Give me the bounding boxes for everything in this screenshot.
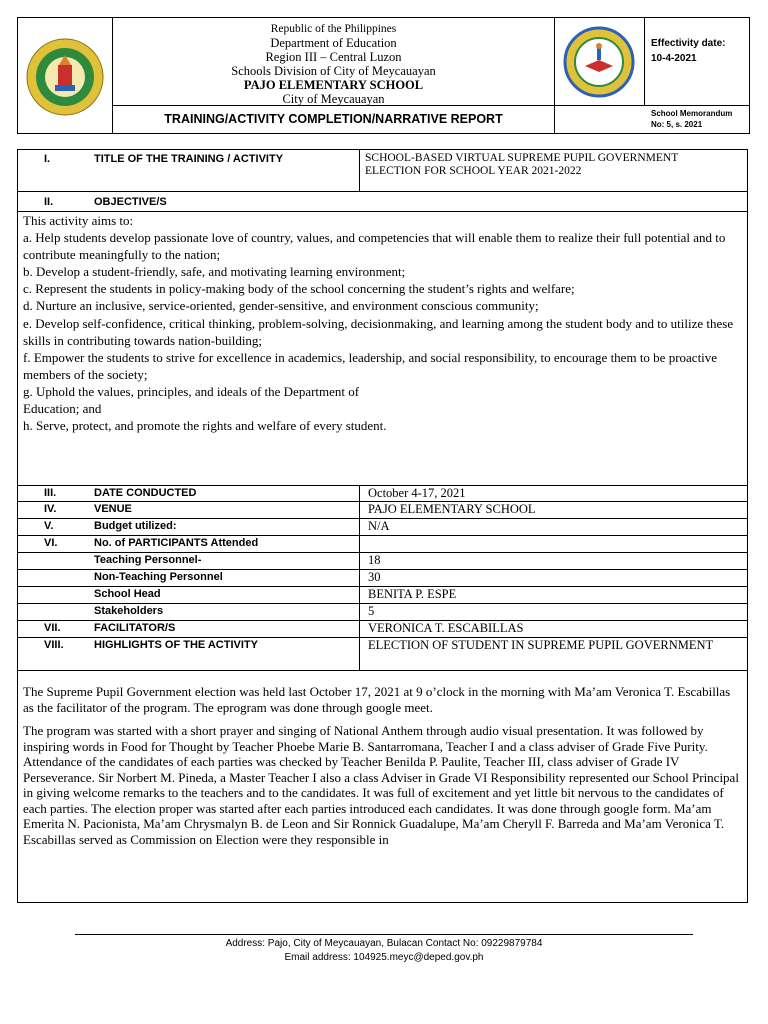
republic-line: Republic of the Philippines	[270, 23, 397, 35]
detail-label: Budget utilized:	[94, 520, 177, 532]
detail-label: School Head	[94, 588, 161, 600]
detail-number: VII.	[44, 622, 61, 634]
objective-item: h. Serve, protect, and promote the rights and welfare of every student.	[23, 418, 387, 434]
detail-value: 18	[368, 553, 381, 567]
detail-number: VIII.	[44, 639, 64, 651]
pajo-school-seal-icon	[563, 26, 635, 98]
memo-line-2: No: 5, s. 2021	[651, 120, 703, 129]
objective-item: c. Represent the students in policy-making body of the school concerning the student’s rights and welfare;	[23, 281, 575, 297]
footer-rule	[75, 934, 693, 935]
effectivity-date: 10-4-2021	[651, 53, 697, 64]
institution-block	[113, 18, 555, 106]
divider	[359, 150, 360, 192]
section-1-number: I.	[44, 153, 51, 165]
objective-item: d. Nurture an inclusive, service-oriented, gender-sensitive, and environment conscious community;	[23, 298, 539, 314]
objective-item: This activity aims to:	[23, 213, 134, 228]
detail-label: No. of PARTICIPANTS Attended	[94, 537, 259, 549]
effectivity-label: Effectivity date:	[651, 38, 726, 49]
city-line: City of Meycauayan	[282, 92, 385, 106]
objective-item: a. Help students develop passionate love of country, values, and competencies that will enable them to realize their full potential and to contribute meaningfully to the nation;	[23, 230, 726, 263]
detail-number: IV.	[44, 503, 57, 515]
section-2-number: II.	[44, 196, 54, 208]
divider	[18, 191, 747, 192]
detail-value: BENITA P. ESPE	[368, 587, 457, 601]
detail-value: N/A	[368, 519, 390, 533]
footer-address: Address: Pajo, City of Meycauayan, Bulacan Contact No: 09229879784	[225, 938, 543, 949]
effectivity-cell	[645, 18, 749, 106]
detail-value: ELECTION OF STUDENT IN SUPREME PUPIL GOVERNMENT	[368, 638, 714, 652]
divider	[18, 535, 747, 536]
objective-item: f. Empower the students to strive for excellence in academics, leadership, and social responsibility, to encourage them to be proactive members of the society;	[23, 349, 718, 382]
detail-number: III.	[44, 487, 57, 499]
detail-label: HIGHLIGHTS OF THE ACTIVITY	[94, 639, 258, 651]
detail-number: V.	[44, 520, 54, 532]
section-2-label: OBJECTIVE/S	[94, 196, 167, 208]
memo-cell	[645, 106, 749, 133]
detail-label: VENUE	[94, 503, 132, 515]
deped-seal-icon	[25, 37, 105, 117]
detail-label: Non-Teaching Personnel	[94, 571, 223, 583]
detail-value: October 4-17, 2021	[368, 486, 466, 500]
report-title: TRAINING/ACTIVITY COMPLETION/NARRATIVE REPORT	[164, 112, 503, 126]
objectives-text	[23, 212, 743, 434]
department-line: Department of Education	[270, 36, 397, 50]
detail-number: VI.	[44, 537, 58, 549]
footer-email: Email address: 104925.meyc@deped.gov.ph	[284, 952, 484, 963]
detail-label: DATE CONDUCTED	[94, 487, 197, 499]
detail-value: 30	[368, 570, 381, 584]
divider	[359, 485, 360, 671]
deped-logo-cell	[18, 18, 113, 133]
detail-label: FACILITATOR/S	[94, 622, 176, 634]
report-body	[17, 149, 748, 903]
detail-value: VERONICA T. ESCABILLAS	[368, 621, 524, 635]
detail-value: PAJO ELEMENTARY SCHOOL	[368, 502, 536, 516]
detail-label: Stakeholders	[94, 605, 164, 617]
divider	[18, 670, 747, 671]
objective-item: Education; and	[23, 401, 102, 417]
memo-line-1: School Memorandum	[651, 109, 733, 118]
school-name: PAJO ELEMENTARY SCHOOL	[243, 78, 424, 92]
objective-item: g. Uphold the values, principles, and ideals of the Department of	[23, 383, 360, 399]
narrative-text	[23, 684, 741, 855]
division-line: Schools Division of City of Meycauayan	[231, 64, 436, 78]
section-1-label: TITLE OF THE TRAINING / ACTIVITY	[94, 153, 284, 165]
narrative-paragraph: The program was started with a short prayer and singing of National Anthem through audio visual presentation. It was followed by inspiring words in Food for Thought by Teacher Phoebe Marie B. Santarromana, Teacher I and a class adviser of Grade Five Purity. Attendance of the candidates of each parties was checked by Teacher Benilda P. Paulite, Teacher III, class adviser of Grade IV Perseverance. Sir Norbert M. Pineda, a Master Teacher I also a class Adviser in Grade VI Responsibility represented our School Principal in giving welcome remarks to the teachers and to the candidates. It was full of excitement and yet little bit nervous to the candidates of each parties. The election proper was started after each parties introduced each candidates. It was done through google form. Ma’am Emerita N. Pacionista, Ma’am Chrysmalyn B. de Leon and Sir Ronnick Guadalupe, Ma’am Cheryll F. Barreda and Ma’am Veronica T. Escabillas served as Commission on Election were they responsible in	[23, 723, 739, 847]
activity-title: SCHOOL-BASED VIRTUAL SUPREME PUPIL GOVERNMENT ELECTION FOR SCHOOL YEAR 2021-2022	[365, 152, 679, 177]
document-header	[17, 17, 750, 134]
region-line: Region III – Central Luzon	[265, 50, 402, 64]
report-title-cell	[113, 106, 555, 133]
detail-value: 5	[368, 604, 375, 618]
detail-label: Teaching Personnel-	[94, 554, 202, 566]
school-logo-cell	[555, 18, 645, 106]
narrative-paragraph: The Supreme Pupil Government election was held last October 17, 2021 at 9 o’clock in the morning with Ma’am Veronica T. Escabillas as the facilitator of the program. The eprogram was done through google meet.	[23, 684, 731, 715]
objective-item: b. Develop a student-friendly, safe, and motivating learning environment;	[23, 264, 406, 280]
objective-item: e. Develop self-confidence, critical thinking, problem-solving, decisionmaking, and learning among the student body and to utilize these skills in contributing towards nation-building;	[23, 315, 734, 348]
